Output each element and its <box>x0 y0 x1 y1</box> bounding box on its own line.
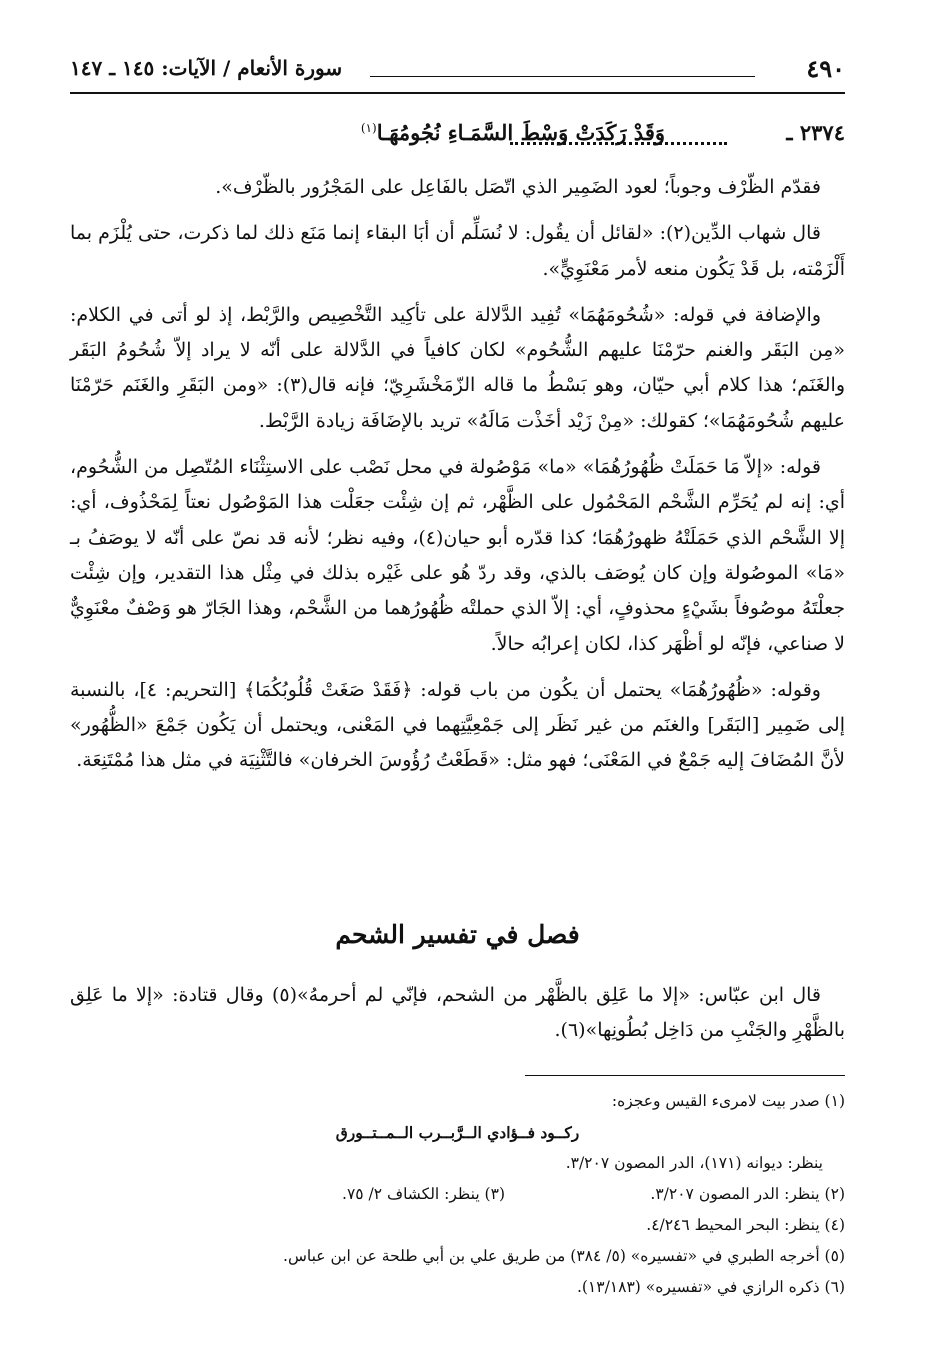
footnote-poem: ركــود فــؤادي الــرَّبــرب الــمــتــورق <box>335 1123 580 1142</box>
main-text <box>70 170 845 779</box>
footnote-marker[interactable]: (١) <box>360 121 377 135</box>
section-heading: فصل في تفسير الشحم <box>335 920 580 949</box>
verse-text: وَقَدْ رَكَدَتْ وَسْطَ السَّمَـاءِ نُجُومُهَـا <box>376 120 665 145</box>
section-paragraph: قال ابن عبّاس: «إلا ما عَلِق بالظَّهْر من الشحم، فإنّي لم أحرمهُ»(٥) وقال قتادة: «إلا ما عَلِق بالظَّهْرِ والجَنْبِ من دَاخِل بُطُونِها»(٦). <box>70 984 845 1041</box>
paragraph: قوله: «إلاّ مَا حَمَلَتْ ظُهُورُهُمَا» «ما» مَوْصُولة في محل نَصْب على الاستِثْنَاء المُتّصِل من الشُّحُوم، أي: إنه لم يُحَرِّم الشَّحْم المَحْمُول على الظَّهْر، ثم إن شِئْت جعَلْت هذا المَوْصُول نعتاً لِمَحْذُوف، أي: إلا الشَّحْم الذي حَمَلَتْهُ ظهورُهُمَا؛ كذا قدّره أبو حيان(٤)، وفيه نظر؛ لأنه قد نصّ على أنّه لا يوصَفُ بـ «مَا» الموصُولة وإن كان يُوصَف بالذي، وقد ردّ هُو على غَيْره بذلك في مِثْل هذا التقدير، وإن شِئْت جعلْتَهُ موصُوفاً بشَيْءٍ محذوفٍ، أي: إلاّ الذي حملتْه ظُهُورُهما من الشَّحْم، وهذا الجَارّ هو وَصْفٌ معْنَوِيٌّ لا صناعي، فإنّه لو أظْهَر كذا، لكان إعرابُه حالاً. <box>70 456 845 655</box>
footnote: (٥) أخرجه الطبري في «تفسيره» (٥/ ٣٨٤) من طريق علي بن أبي طلحة عن ابن عباس. <box>283 1247 845 1265</box>
paragraph: فقدّم الظّرْف وجوباً؛ لعود الضَمِير الذي اتّصَل بالفَاعِل على المَجْرُور بالظّرْف». <box>215 176 821 198</box>
footnote: (٤) ينظر: البحر المحيط ٤/٢٤٦. <box>646 1216 845 1234</box>
footnote: (١) صدر بيت لامرىء القيس وعجزه: <box>611 1092 845 1110</box>
paragraph: والإضافة في قوله: «شُحُومَهُمَا» تُفِيد الدَّلالة على تأكِيد التَّخْصِيص والرَّبْط، إذ لو أتى في الكلام: «مِن البَقَر والغنم حرّمْنَا عليهم الشُّحُوم» لكان كافياً في الدَّلالة على أنّه لا يراد إلاّ شُحُومُ البَقَر والغَنَم؛ هذا كلام أبي حيّان، وهو بَسْطُ ما قاله الزّمَخْشَرِيّ؛ فإنه قال(٣): «ومن البَقَرِ والغَنَم حَرّمْنَا عليهم شُحُومَهُمَا»؛ كقولك: «مِنْ زَيْد أخَذْت مَالَهُ» تريد بالإضَافَة زيادة الرَّبْط. <box>70 303 846 432</box>
footnote: (٦) ذكره الرازي في «تفسيره» (١٣/١٨٣). <box>576 1278 845 1296</box>
footnote-separator <box>525 1075 845 1076</box>
footnote-reference: ينظر: ديوانه (١٧١)، الدر المصون ٣/٢٠٧. <box>565 1154 823 1172</box>
footnote-row <box>70 1179 845 1210</box>
footnotes <box>70 1086 845 1303</box>
header-rule <box>370 76 755 77</box>
poetry-verse <box>70 120 845 154</box>
paragraph: وقوله: «ظُهُورُهُمَا» يحتمل أن يكُون من باب قوله: ﴿فَقَدْ صَغَتْ قُلُوبُكُمَا﴾ [التحريم: ٤]، بالنسبة إلى ضَمِير [البَقَر] والغنَم من غير نَظَر إلى جَمْعِيَّتِهما في المَعْنى، ويحتمل أن يَكُون جَمْعَ «الظُّهُور» لأنَّ المُضَافَ إليه جَمْعٌ في المَعْنَى؛ فهو مثل: «قَطَعْتُ رُؤُوسَ الخرفان» فالتَّثْنِيَة في مثل هذا مُمْتَنِعَة. <box>70 678 845 772</box>
footnote: (٣) ينظر: الكشاف ٢/ ٧٥. <box>342 1185 505 1203</box>
page-header <box>70 52 845 94</box>
paragraph: قال شهاب الدِّين(٢): «لقائل أن يقُول: لا نُسَلِّم أن أبَا البقاء إنما مَنَع ذلك لما ذكرت، حتى يُلْزَم بما أَلْزَمْته، بل قَدْ يَكُون منعه لأمر مَعْنَوِيٍّ». <box>70 222 845 280</box>
verse-number: ٢٣٧٤ ـ <box>786 120 845 145</box>
page-number: ٤٩٠ <box>806 54 845 83</box>
sura-reference: سورة الأنعام / الآيات: ١٤٥ ـ ١٤٧ <box>70 56 343 80</box>
footnote: (٢) ينظر: الدر المصون ٣/٢٠٧. <box>650 1185 845 1203</box>
